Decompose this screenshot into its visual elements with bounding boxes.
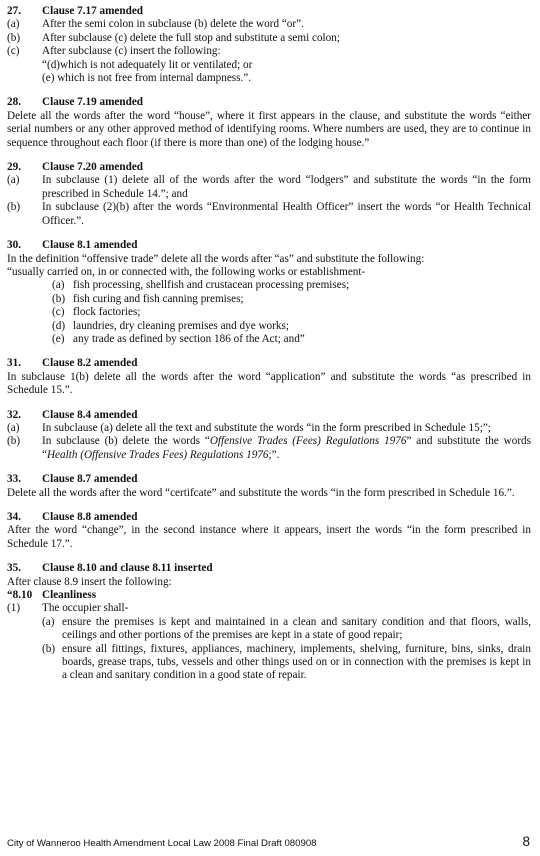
section-title: Clause 8.8 amended	[42, 511, 138, 523]
item-text: After subclause (c) insert the following:	[42, 45, 221, 58]
item-text	[42, 435, 531, 462]
item-label: (b)	[7, 31, 21, 44]
subclause-title: Cleanliness	[42, 589, 97, 602]
section-title: Clause 7.17 amended	[42, 5, 144, 17]
section-heading	[7, 96, 531, 109]
list-item	[7, 45, 531, 58]
section-number: 34.	[7, 511, 21, 523]
inserted-text: (e) which is not free from internal dampness.”.	[42, 72, 252, 85]
item-label: (a)	[42, 615, 55, 628]
section-heading	[7, 5, 531, 18]
section-number: 32.	[7, 408, 21, 421]
item-text: In subclause (a) delete all the text and substitute the words “in the form prescribed in Schedule 15;”;	[42, 421, 491, 434]
section-33	[7, 473, 531, 500]
section-heading	[7, 409, 531, 422]
item-text: ensure all fittings, fixtures, appliances, machinery, implements, shelving, furniture, bins, sinks, drain boards, grease traps, tubs, vessels and other things used on or in connection with the premises is kept in a clean and sanitary condition in a good state of repair.	[62, 642, 531, 682]
item-text: In subclause (2)(b) after the words “Environmental Health Officer” insert the words “or Health Technical Officer.”.	[42, 201, 531, 227]
item-text: any trade as defined by section 186 of the Act; and”	[73, 332, 305, 345]
section-title: Clause 8.4 amended	[42, 408, 138, 421]
section-28	[7, 96, 531, 150]
list-item	[7, 174, 531, 201]
section-heading	[7, 239, 531, 252]
item-text: fish processing, shellfish and crustacean processing premises;	[73, 279, 350, 292]
section-number: 28.	[7, 96, 21, 109]
item-text: flock factories;	[73, 306, 141, 319]
item-text: fish curing and fish canning premises;	[73, 292, 244, 305]
section-number: 33.	[7, 473, 21, 486]
section-title: Clause 8.1 amended	[42, 239, 138, 252]
list-item	[7, 320, 531, 333]
section-27	[7, 5, 531, 85]
list-item	[7, 18, 531, 31]
section-number: 35.	[7, 562, 21, 575]
item-label: (b)	[7, 435, 21, 448]
regulation-title: Offensive Trades (Fees) Regulations 1976	[209, 435, 407, 448]
section-text: In subclause 1(b) delete all the words after the word “application” and substitute the words “as prescribed in Schedule 15.”.	[7, 370, 531, 397]
item-label: (a)	[7, 18, 20, 31]
list-item	[7, 435, 531, 462]
section-text: After clause 8.9 insert the following:	[7, 575, 172, 588]
section-31	[7, 357, 531, 397]
list-item	[7, 333, 531, 346]
list-item	[7, 32, 531, 45]
section-title: Clause 7.19 amended	[42, 96, 144, 109]
list-item	[7, 602, 531, 615]
list-item	[7, 422, 531, 435]
item-label: (b)	[42, 642, 56, 655]
item-text: In subclause (1) delete all of the words after the word “lodgers” and substitute the words “in the form prescribed in Schedule 14.”; and	[42, 174, 531, 200]
item-label: (a)	[7, 421, 20, 434]
section-heading	[7, 161, 531, 174]
item-text: The occupier shall-	[42, 602, 129, 615]
section-35	[7, 562, 531, 683]
item-text: ensure the premises is kept and maintained in a clean and sanitary condition and that floors, walls, ceilings and other portions of the premises are kept in a state of good repair;	[62, 615, 531, 642]
section-heading	[7, 357, 531, 370]
list-item	[7, 201, 531, 228]
list-item	[7, 279, 531, 292]
section-text: After the word “change”, in the second instance where it appears, insert the words “in the form prescribed in Schedule 17.”.	[7, 524, 531, 550]
section-text: Delete all the words after the word “house”, where it first appears in the clause, and substitute the words “either serial numbers or any other approved method of identifying rooms. Where numbers are used, they are to continue in sequence throughout each floor (if there is more than one) of the lodging house.”	[7, 109, 531, 149]
item-label: (b)	[52, 292, 66, 305]
section-number: 29.	[7, 161, 21, 174]
subclause-number: “8.10	[7, 589, 33, 602]
item-label: (a)	[52, 279, 65, 292]
section-title: Clause 8.10 and clause 8.11 inserted	[42, 562, 213, 575]
section-text: Delete all the words after the word “certifcate” and substitute the words “in the form prescribed in Schedule 16.”.	[7, 486, 515, 499]
list-item	[7, 643, 531, 683]
text-run: In subclause (b) delete the words “	[42, 435, 210, 448]
section-number: 31.	[7, 357, 21, 370]
item-text: laundries, dry cleaning premises and dye works;	[73, 319, 289, 332]
section-text: “usually carried on, in or connected with, the following works or establishment-	[7, 265, 366, 278]
section-text: In the definition “offensive trade” delete all the words after “as” and substitute the following:	[7, 252, 425, 265]
section-heading	[7, 562, 531, 575]
item-label: (b)	[7, 201, 21, 214]
text-run: ” and substitute the words “	[42, 435, 531, 461]
document-page	[7, 5, 531, 694]
regulation-title: Health (Offensive Trades Fees) Regulations 1976	[46, 448, 269, 461]
section-title: Clause 7.20 amended	[42, 161, 144, 174]
item-label: (d)	[52, 319, 66, 332]
list-item	[7, 293, 531, 306]
section-number: 27.	[7, 5, 21, 17]
item-label: (e)	[52, 332, 65, 345]
item-label: (a)	[7, 174, 20, 187]
section-34	[7, 511, 531, 551]
section-32	[7, 409, 531, 463]
section-heading	[7, 473, 531, 486]
item-label: (c)	[52, 306, 65, 319]
list-item	[7, 616, 531, 643]
subclause-heading	[7, 589, 531, 602]
section-title: Clause 8.7 amended	[42, 473, 138, 486]
item-label: (c)	[7, 45, 20, 58]
item-text: After subclause (c) delete the full stop and substitute a semi colon;	[42, 31, 340, 44]
section-29	[7, 161, 531, 228]
section-title: Clause 8.2 amended	[42, 357, 138, 370]
text-run: ;”.	[268, 448, 280, 461]
footer-text: City of Wanneroo Health Amendment Local Law 2008 Final Draft 080908	[7, 838, 317, 849]
item-label: (1)	[7, 602, 21, 615]
list-item	[7, 306, 531, 319]
item-text: After the semi colon in subclause (b) delete the word “or”.	[42, 18, 304, 31]
inserted-text: “(d)which is not adequately lit or ventilated; or	[42, 58, 253, 71]
page-footer	[7, 834, 530, 849]
page-number: 8	[522, 834, 530, 849]
section-number: 30.	[7, 239, 21, 252]
section-heading	[7, 511, 531, 524]
section-30	[7, 239, 531, 346]
